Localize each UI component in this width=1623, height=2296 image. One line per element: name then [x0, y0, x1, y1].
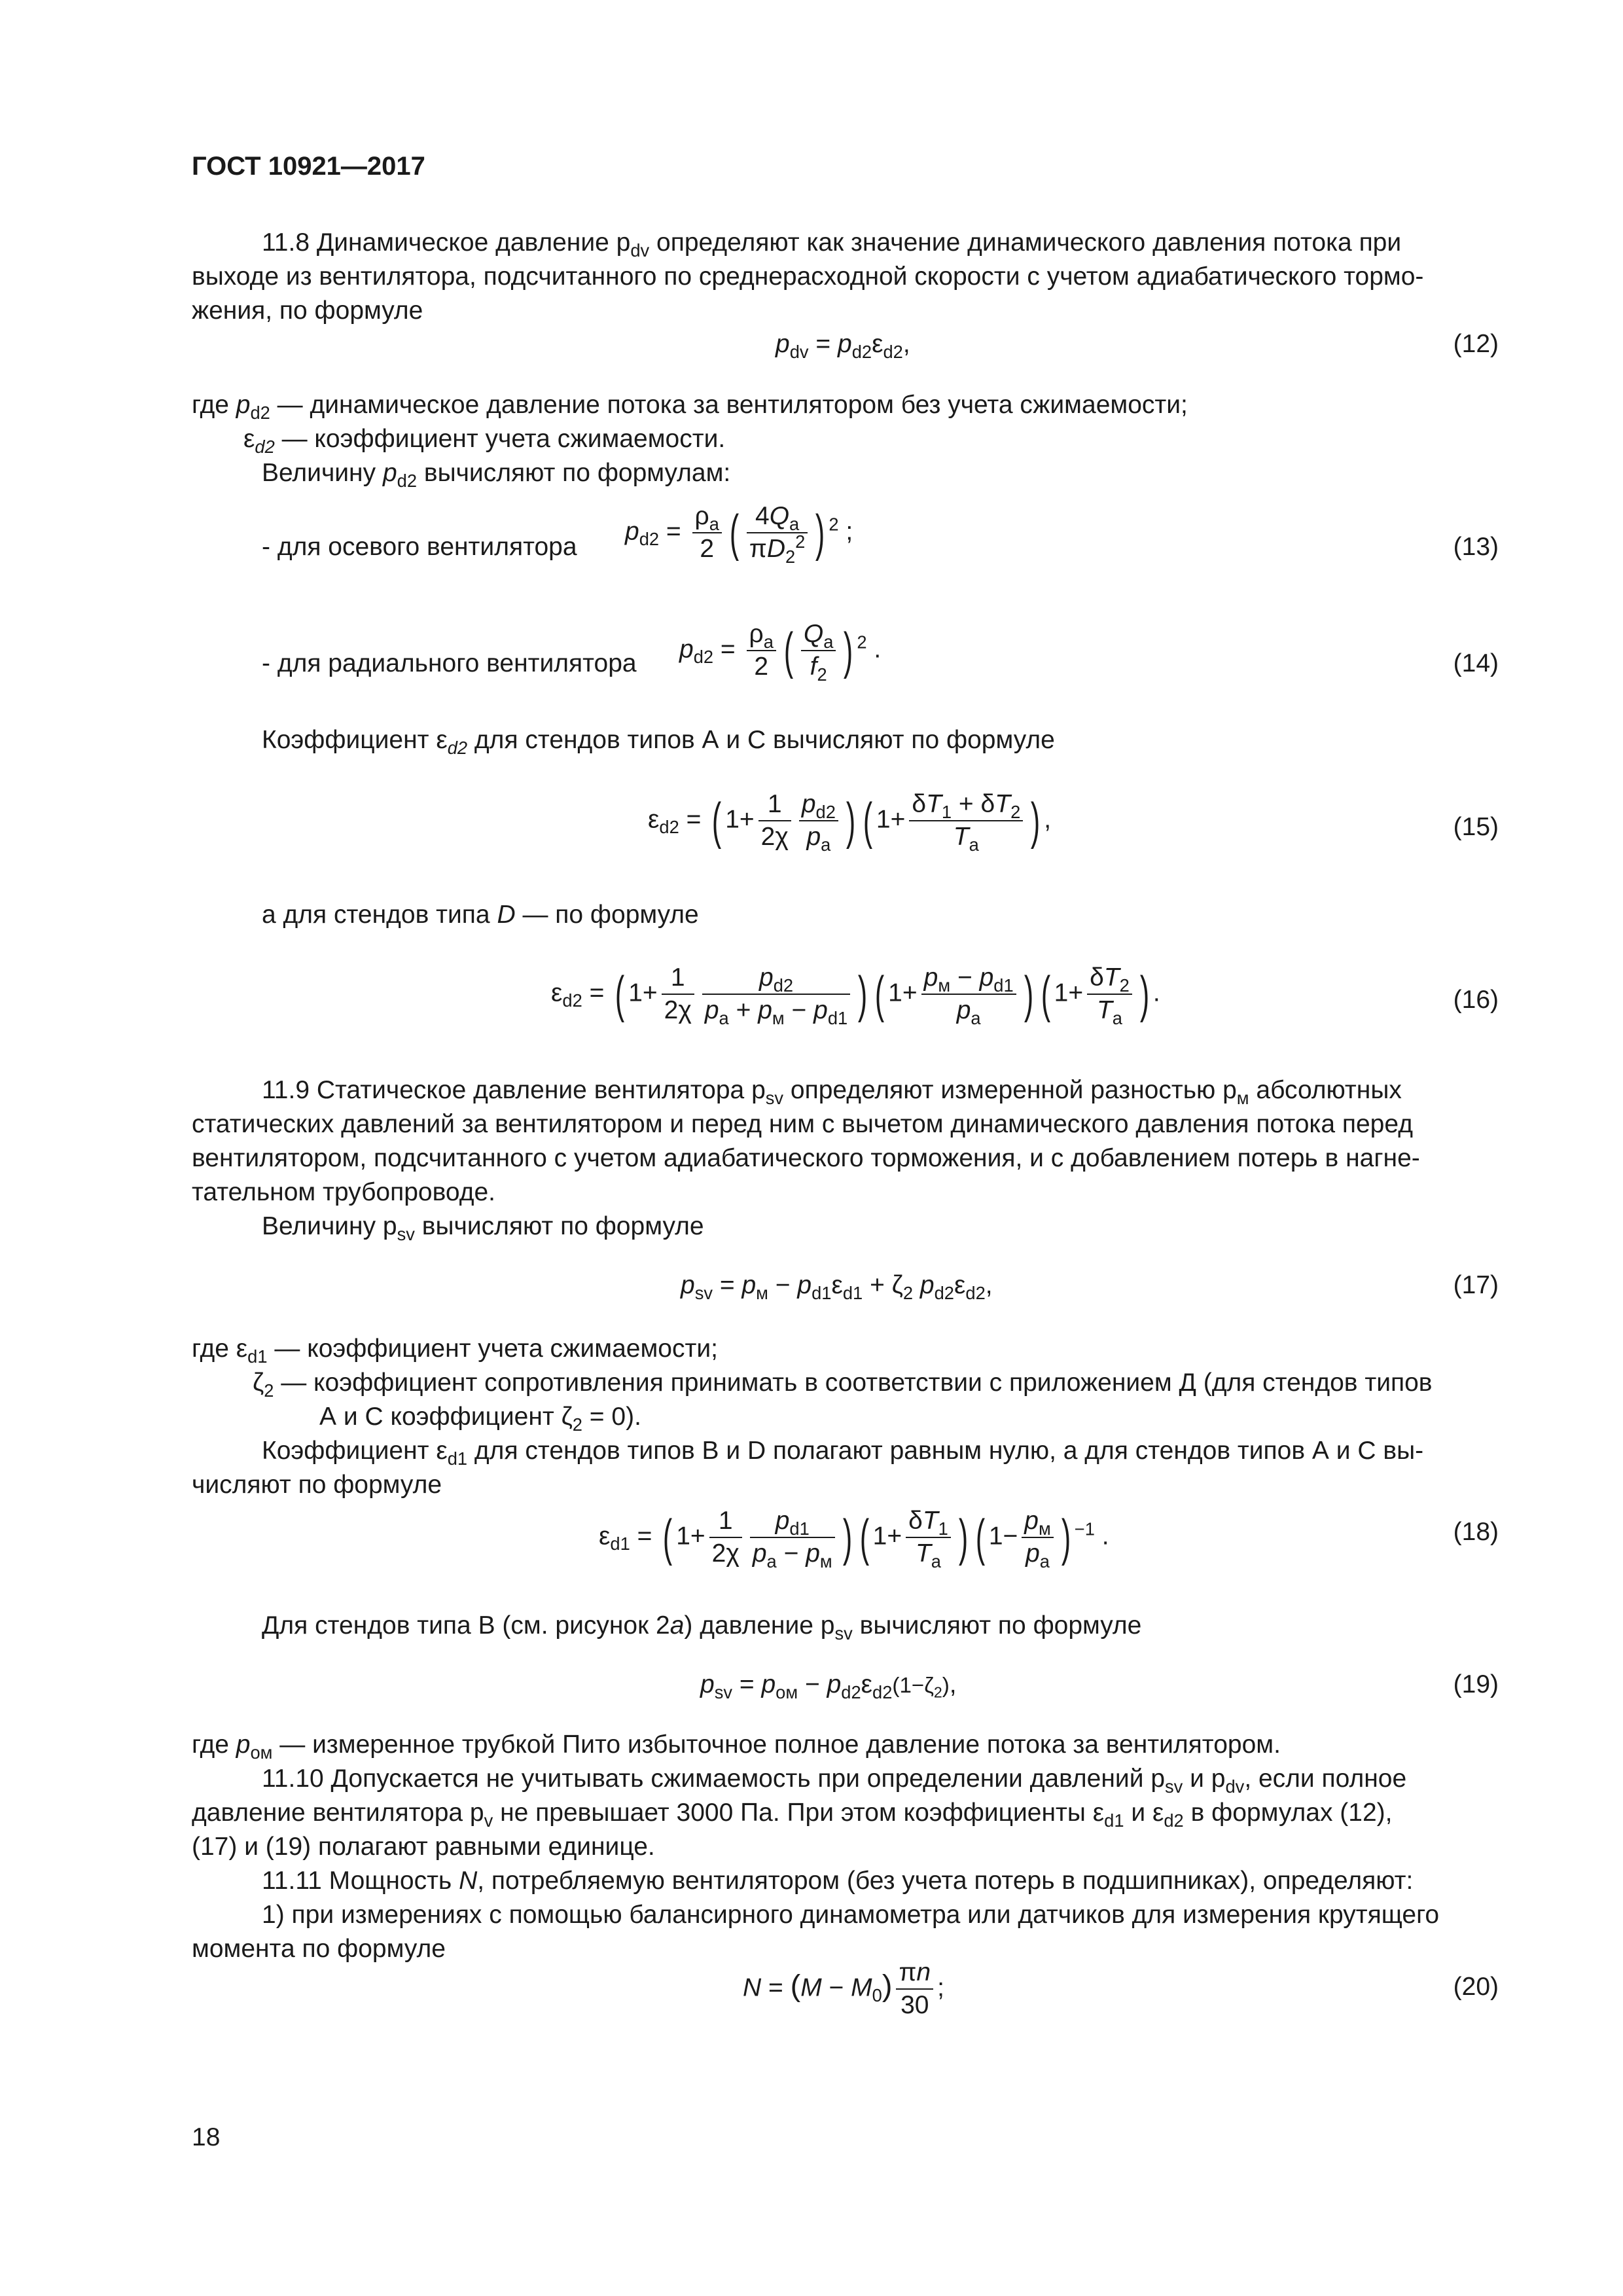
- stand-b-text: Для стендов типа В (см. рисунок 2а) давление $p_{sv}$ вычисляют по формуле: [262, 1611, 1142, 1643]
- formula-14: $p_{d2}$ = $\frac{\rho_a}{2}$ ( $\frac{Q_a}{f_2}$ ) $^2$ .: [679, 620, 882, 685]
- formula-12: $p_{dv} = p_{d2}\varepsilon_{d2}$,: [776, 330, 910, 362]
- page-number: 18: [192, 2123, 221, 2151]
- coef-ed1-line2: числяют по формуле: [192, 1471, 442, 1499]
- document-header: ГОСТ 10921—2017: [192, 152, 425, 181]
- formula-18-number: (18): [1453, 1518, 1499, 1546]
- p11-10-line2: давление вентилятора $p_v$ не превышает 3000 Па. При этом коэффициенты $\varepsilon_{d1}$ и $\varepsilon_{d2}$ в формулах (12),: [192, 1799, 1393, 1831]
- formula-17-number: (17): [1453, 1271, 1499, 1299]
- stand-d-text: а для стендов типа D — по формуле: [262, 901, 699, 929]
- where-ed2: $\varepsilon_{d2}$ — коэффициент учета сжимаемости.: [243, 425, 726, 457]
- where-ed1: где $\varepsilon_{d1}$ — коэффициент учета сжимаемости;: [192, 1335, 718, 1367]
- formula-19-number: (19): [1453, 1670, 1499, 1698]
- formula-13: $p_{d2}$ = $\frac{\rho_a}{2}$ ( $\frac{4Q_a}{\pi D_2^2}$ ) $^2$ ;: [625, 502, 853, 567]
- formula-19: $p_{sv} = p_{ом} - p_{d2}\varepsilon_{d2}(1-\zeta_2)$,: [700, 1670, 957, 1702]
- p11-8-line1: 11.8 Динамическое давление $p_{dv}$ определяют как значение динамического давления потока при: [262, 228, 1402, 260]
- p11-10-line1: 11.10 Допускается не учитывать сжимаемость при определении давлений $p_{sv}$ и $p_{dv}$, если полное: [262, 1765, 1407, 1797]
- formula-12-number: (12): [1453, 330, 1499, 358]
- p11-9-line2: статических давлений за вентилятором и перед ним с вычетом динамического давления потока перед: [192, 1110, 1413, 1138]
- formula-13-number: (13): [1453, 533, 1499, 561]
- where-z2: $\zeta_2$ — коэффициент сопротивления принимать в соответствии с приложением Д (для стендов типов: [253, 1369, 1433, 1401]
- p11-8-line3: жения, по формуле: [192, 296, 423, 325]
- formula-13-label: - для осевого вентилятора: [262, 533, 577, 561]
- p11-9-line5: Величину $p_{sv}$ вычисляют по формуле: [262, 1212, 704, 1244]
- formula-18: $\varepsilon_{d1}$ = ( 1+ $\frac{1}{2\chi}$ $\frac{p_{d1}}{p_a - p_м}$ ) ( 1+ $\frac{\delta T_1}{T_a}$ ) ( 1− $\frac{p_м}{p_a}$ ) $^{-1}$ .: [599, 1507, 1109, 1571]
- formula-16: $\varepsilon_{d2}$ = ( 1+ $\frac{1}{2\chi}$ $\frac{p_{d2}}{p_a + p_м - p_{d1}}$ ) ( 1+ $\frac{p_м - p_{d1}}{p_a}$ ) ( 1+ $\frac{\delta T_2}{T_a}$ ) .: [551, 963, 1160, 1028]
- calc-pd2-intro: Величину $p_{d2}$ вычисляют по формулам:: [262, 459, 731, 491]
- coef-ed2-text: Коэффициент $\varepsilon_{d2}$ для стендов типов А и С вычисляют по формуле: [262, 726, 1055, 758]
- where-pd2: где $p_{d2}$ — динамическое давление потока за вентилятором без учета сжимаемости;: [192, 391, 1188, 423]
- formula-20: $N = (M - M_0)$ $\frac{\pi n}{30}$ ;: [743, 1958, 944, 2019]
- formula-17: $p_{sv} = p_м - p_{d1}\varepsilon_{d1} + \zeta_2$ $p_{d2}\varepsilon_{d2}$,: [681, 1271, 993, 1303]
- where-pom: где $p_{ом}$ — измеренное трубкой Пито избыточное полное давление потока за вентилятором.: [192, 1731, 1281, 1763]
- p11-9-line4: тательном трубопроводе.: [192, 1178, 496, 1206]
- where-z2-cont: А и С коэффициент $\zeta_2 = 0$).: [319, 1403, 641, 1435]
- p11-11-line3: момента по формуле: [192, 1935, 446, 1963]
- formula-14-label: - для радиального вентилятора: [262, 649, 637, 677]
- formula-14-number: (14): [1453, 649, 1499, 677]
- p11-9-line3: вентилятором, подсчитанного с учетом адиабатического торможения, и с добавлением потерь в нагне-: [192, 1144, 1420, 1172]
- p11-8-line2: выходе из вентилятора, подсчитанного по среднерасходной скорости с учетом адиабатического тормо-: [192, 262, 1424, 291]
- coef-ed1-line1: Коэффициент $\varepsilon_{d1}$ для стендов типов В и D полагают равным нулю, а для стендов типов А и С вы-: [262, 1437, 1424, 1469]
- p11-11-line1: 11.11 Мощность N, потребляемую вентилятором (без учета потерь в подшипниках), определяют:: [262, 1867, 1414, 1895]
- formula-15: $\varepsilon_{d2}$ = ( 1+ $\frac{1}{2\chi}$ $\frac{p_{d2}}{p_a}$ ) ( 1+ $\frac{\delta T_1 + \delta T_2}{T_a}$ ) ,: [648, 790, 1052, 855]
- p11-10-line3: (17) и (19) полагают равными единице.: [192, 1833, 655, 1861]
- p11-9-line1: 11.9 Статическое давление вентилятора $p_{sv}$ определяют измеренной разностью $p_м$ абсолютных: [262, 1076, 1402, 1108]
- p11-11-line2: 1) при измерениях с помощью балансирного динамометра или датчиков для измерения крутящего: [262, 1901, 1440, 1929]
- formula-16-number: (16): [1453, 986, 1499, 1014]
- formula-15-number: (15): [1453, 813, 1499, 841]
- formula-20-number: (20): [1453, 1973, 1499, 2001]
